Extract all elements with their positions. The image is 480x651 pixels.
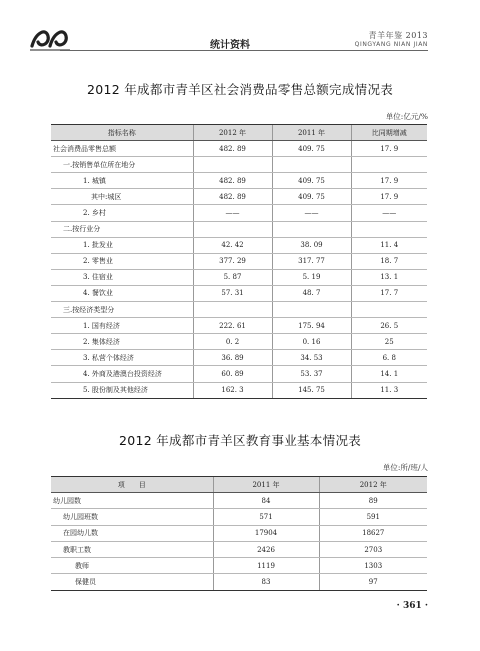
column-header: 指标名称 <box>51 125 193 141</box>
cell-2012 <box>193 157 272 173</box>
cell-2011: 17904 <box>213 525 319 541</box>
cell-2012: 97 <box>319 574 427 590</box>
table-row <box>51 541 427 557</box>
column-header: 2011 年 <box>272 125 351 141</box>
cell-change: 25 <box>351 334 427 350</box>
cell-2012: 2703 <box>319 541 427 557</box>
table-row <box>51 221 427 237</box>
cell-change: 11. 3 <box>351 382 427 398</box>
cell-2011: 5. 19 <box>272 269 351 285</box>
cell-2012: 1303 <box>319 558 427 574</box>
table-row <box>51 141 427 157</box>
table-row <box>51 285 427 301</box>
table-row <box>51 350 427 366</box>
cell-change: 14. 1 <box>351 366 427 382</box>
cell-change: 17. 9 <box>351 173 427 189</box>
table-row <box>51 302 427 318</box>
cell-change: 13. 1 <box>351 269 427 285</box>
cell-2011: 175. 94 <box>272 318 351 334</box>
cell-2012: 482. 89 <box>193 141 272 157</box>
cell-2011 <box>272 221 351 237</box>
table-row <box>51 525 427 541</box>
cell-2011: 317. 77 <box>272 253 351 269</box>
row-label: 3. 住宿业 <box>51 269 193 285</box>
cell-2012: 89 <box>319 493 427 509</box>
row-label: 4. 外商及港澳台投资经济 <box>51 366 193 382</box>
cell-change: 17. 7 <box>351 285 427 301</box>
cell-change: 6. 8 <box>351 350 427 366</box>
table-row <box>51 157 427 173</box>
table-row <box>51 509 427 525</box>
row-label: 2. 集体经济 <box>51 334 193 350</box>
table-row <box>51 558 427 574</box>
table2-title: 2012 年成都市青羊区教育事业基本情况表 <box>118 433 362 448</box>
row-label: 幼儿园数 <box>51 493 213 509</box>
yearbook-pinyin: QINGYANG NIAN JIAN <box>354 41 428 48</box>
row-label: 1. 国有经济 <box>51 318 193 334</box>
row-label: 1. 城镇 <box>51 173 193 189</box>
cell-2011: 48. 7 <box>272 285 351 301</box>
row-label: 二.按行业分 <box>51 221 193 237</box>
table-row <box>51 189 427 205</box>
cell-2011: 409. 75 <box>272 189 351 205</box>
cell-change <box>351 221 427 237</box>
cell-2012: 377. 29 <box>193 253 272 269</box>
column-header: 比同期增减 <box>351 125 427 141</box>
table-row <box>51 366 427 382</box>
row-label: 一.按销售单位所在地分 <box>51 157 193 173</box>
cell-2011: 2426 <box>213 541 319 557</box>
table-row <box>51 253 427 269</box>
table-row <box>51 269 427 285</box>
row-label: 社会消费品零售总额 <box>51 141 193 157</box>
row-label: 保健员 <box>51 574 213 590</box>
yearbook-name: 青羊年鉴 2013 <box>368 31 428 40</box>
cell-2011: 34. 53 <box>272 350 351 366</box>
column-header: 2012 年 <box>193 125 272 141</box>
cell-change: 26. 5 <box>351 318 427 334</box>
cell-2011: 0. 16 <box>272 334 351 350</box>
table1-unit: 单位:亿元/% <box>385 112 428 121</box>
table-row <box>51 318 427 334</box>
cell-change: 17. 9 <box>351 141 427 157</box>
table2-unit: 单位:所/班/人 <box>382 463 428 472</box>
cell-2012 <box>193 302 272 318</box>
cell-2011: 409. 75 <box>272 141 351 157</box>
row-label: 4. 餐饮业 <box>51 285 193 301</box>
row-label: 教职工数 <box>51 541 213 557</box>
row-label: 在园幼儿数 <box>51 525 213 541</box>
cell-2012: 36. 89 <box>193 350 272 366</box>
table-row <box>51 382 427 398</box>
row-label: 三.按经济类型分 <box>51 302 193 318</box>
cell-2012: 162. 3 <box>193 382 272 398</box>
table-row <box>51 205 427 221</box>
row-label: 5. 股份制及其他经济 <box>51 382 193 398</box>
cell-2012: —— <box>193 205 272 221</box>
cell-change: 18. 7 <box>351 253 427 269</box>
cell-change <box>351 302 427 318</box>
row-label: 2. 乡村 <box>51 205 193 221</box>
cell-change: —— <box>351 205 427 221</box>
cell-2012: 42. 42 <box>193 237 272 253</box>
table-row <box>51 334 427 350</box>
cell-2012: 482. 89 <box>193 173 272 189</box>
education-table <box>51 476 427 591</box>
cell-2012: 5. 87 <box>193 269 272 285</box>
cell-change: 17. 9 <box>351 189 427 205</box>
table1-title: 2012 年成都市青羊区社会消费品零售总额完成情况表 <box>86 82 394 97</box>
cell-2012: 60. 89 <box>193 366 272 382</box>
row-label: 3. 私营个体经济 <box>51 350 193 366</box>
row-label: 1. 批发业 <box>51 237 193 253</box>
cell-2012: 0. 2 <box>193 334 272 350</box>
row-label: 教师 <box>51 558 213 574</box>
cell-2011: —— <box>272 205 351 221</box>
cell-2011: 571 <box>213 509 319 525</box>
table-row <box>51 173 427 189</box>
cell-2012: 57. 31 <box>193 285 272 301</box>
cell-2011: 38. 09 <box>272 237 351 253</box>
row-label: 2. 零售业 <box>51 253 193 269</box>
table-header-row <box>51 477 427 493</box>
cell-2011: 409. 75 <box>272 173 351 189</box>
cell-2011: 145. 75 <box>272 382 351 398</box>
cell-change: 11. 4 <box>351 237 427 253</box>
cell-2012: 18627 <box>319 525 427 541</box>
page-number: · 361 · <box>396 601 428 611</box>
header-divider <box>60 50 428 51</box>
cell-2012 <box>193 221 272 237</box>
cell-2011: 84 <box>213 493 319 509</box>
cell-change <box>351 157 427 173</box>
table-row <box>51 493 427 509</box>
section-title: 统计资料 <box>210 40 250 51</box>
table-row <box>51 574 427 590</box>
column-header: 2011 年 <box>213 477 319 493</box>
column-header: 项 目 <box>51 477 213 493</box>
cell-2011: 53. 37 <box>272 366 351 382</box>
row-label: 幼儿园班数 <box>51 509 213 525</box>
table-row <box>51 237 427 253</box>
table-header-row <box>51 125 427 141</box>
row-label: 其中:城区 <box>51 189 193 205</box>
cell-2011: 1119 <box>213 558 319 574</box>
cell-2011 <box>272 302 351 318</box>
cell-2011 <box>272 157 351 173</box>
cell-2012: 482. 89 <box>193 189 272 205</box>
retail-sales-table <box>51 124 427 399</box>
yearbook-logo-icon <box>28 24 72 52</box>
cell-2012: 222. 61 <box>193 318 272 334</box>
cell-2011: 83 <box>213 574 319 590</box>
column-header: 2012 年 <box>319 477 427 493</box>
cell-2012: 591 <box>319 509 427 525</box>
